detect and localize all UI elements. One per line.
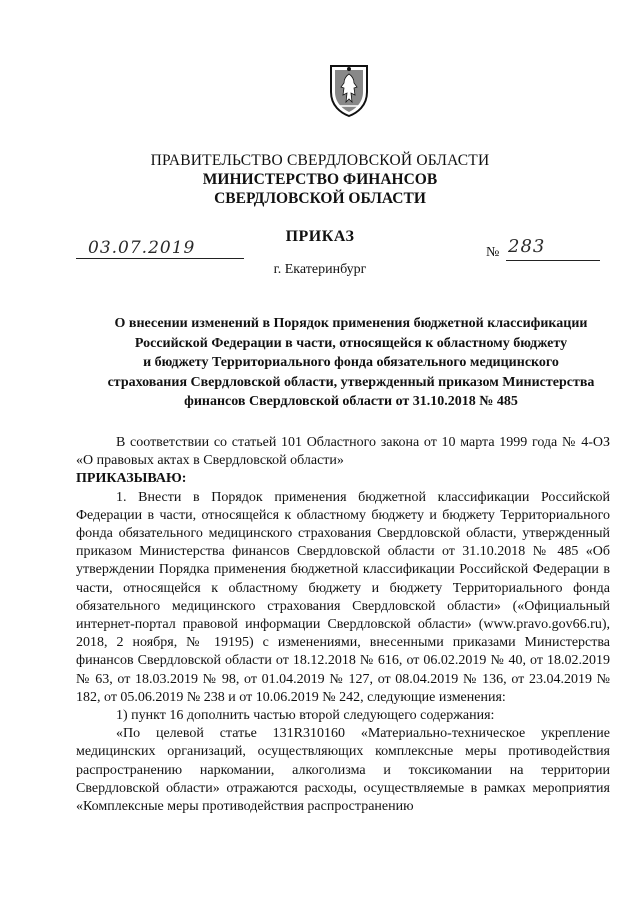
document-type: ПРИКАЗ bbox=[285, 228, 355, 245]
title-line: Российской Федерации в части, относящейся к областному бюджету bbox=[134, 335, 568, 351]
order-title bbox=[80, 314, 622, 412]
handwritten-number: 283 bbox=[508, 236, 546, 257]
title-line: финансов Свердловской области от 31.10.2018 № 485 bbox=[184, 394, 518, 410]
document-body bbox=[76, 434, 610, 816]
ministry-name: МИНИСТЕРСТВО ФИНАНСОВ bbox=[202, 171, 438, 188]
quote-paragraph: «По целевой статье 131R310160 «Материально-техническое укрепление медицинских организаций, осуществляющих комплексные меры противодействия распространению наркомании, алкоголизма и токсикомании на территории Свердловской области» отражаются расходы, осуществляемые в рамках мероприятия «Комплексные меры противодействия распространению bbox=[76, 726, 610, 815]
sverdlovsk-coat-of-arms-icon bbox=[327, 62, 371, 118]
item-1-paragraph: 1. Внести в Порядок применения бюджетной классификации Российской Федерации в части, относящейся к областному бюджету и бюджету Территориального фонда обязательного медицинского страхования Свердловской области, утвержденный приказом Министерства финансов Свердловской области от 31.10.2018 № 485 «Об утверждении Порядка применения бюджетной классификации Российской Федерации в части, относящейся к областному бюджету и бюджету Территориального фонда обязательного медицинского страхования Свердловской области» («Официальный интернет-портал правовой информации Свердловской области» (www.pravo.gov66.ru), 2018, 2 ноября, № 19195) с изменениями, внесенными приказами Министерства финансов Свердловской области от 18.12.2018 № 616, от 06.02.2019 № 40, от 18.02.2019 № 63, от 18.03.2019 № 98, от 01.04.2019 № 127, от 08.04.2019 № 136, от 23.04.2019 № 182, от 05.06.2019 № 238 и от 10.06.2019 № 242, следующие изменения: bbox=[76, 489, 610, 705]
title-line: и бюджету Территориального фонда обязательного медицинского bbox=[143, 355, 559, 371]
handwritten-date: 03.07.2019 bbox=[88, 238, 196, 258]
subitem-1-paragraph: 1) пункт 16 дополнить частью второй следующего содержания: bbox=[116, 708, 495, 724]
region-name: СВЕРДЛОВСКОЙ ОБЛАСТИ bbox=[214, 190, 426, 207]
government-name: ПРАВИТЕЛЬСТВО СВЕРДЛОВСКОЙ ОБЛАСТИ bbox=[150, 152, 490, 169]
number-label: № bbox=[486, 245, 500, 260]
title-line: страхования Свердловской области, утвержденный приказом Министерства bbox=[107, 374, 595, 390]
city-line: г. Екатеринбург bbox=[273, 262, 367, 277]
title-line: О внесении изменений в Порядок применения бюджетной классификации bbox=[114, 316, 588, 331]
orders-heading: ПРИКАЗЫВАЮ: bbox=[76, 471, 187, 487]
date-underline bbox=[76, 258, 244, 259]
preamble-paragraph: В соответствии со статьей 101 Областного закона от 10 марта 1999 года № 4-ОЗ «О правовых актах в Свердловской области» bbox=[76, 435, 610, 469]
